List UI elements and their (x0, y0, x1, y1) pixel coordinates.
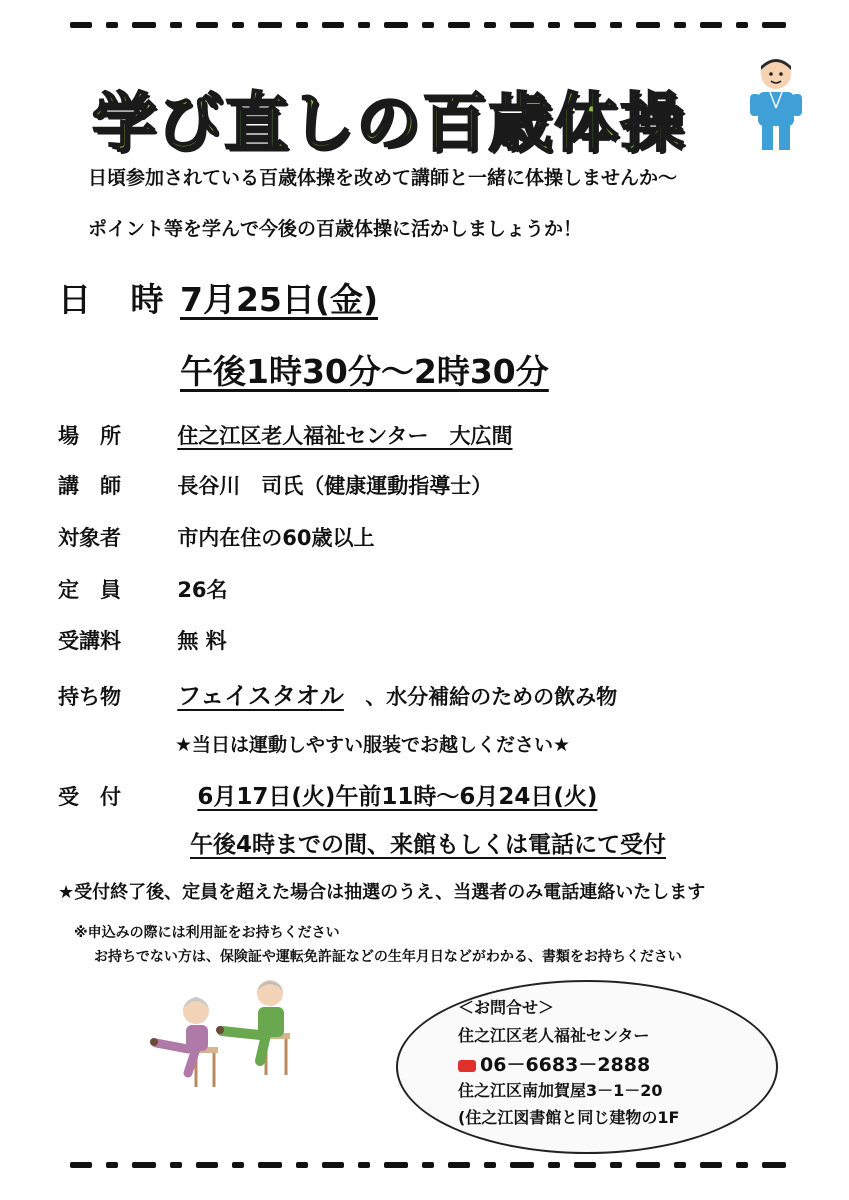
venue-row (58, 420, 512, 450)
top-dashed-border (70, 18, 790, 32)
reception-value: 6月17日(火)午前11時～6月24日(火) (197, 784, 598, 810)
contact-heading: ＜お問合せ＞ (458, 998, 555, 1017)
venue-label: 場 所 (58, 424, 121, 448)
fee-value: 無 料 (177, 629, 227, 653)
instructor-label: 講 師 (58, 474, 121, 498)
target-label: 対象者 (58, 526, 121, 550)
no-card-note: お持ちでない方は、保険証や運転免許証などの生年月日などがわかる、書類をお持ちください (94, 949, 682, 965)
items-rest-value: 、水分補給のための飲み物 (365, 685, 618, 709)
clothing-note: ★当日は運動しやすい服装でお越しください★ (175, 734, 571, 756)
capacity-label: 定 員 (58, 578, 121, 602)
reception-row (58, 778, 597, 811)
instructor-row (58, 470, 492, 500)
reception-value-2: 午後4時までの間、来館もしくは電話にて受付 (190, 832, 667, 858)
items-label: 持ち物 (58, 685, 121, 709)
phone-icon (458, 1060, 476, 1072)
schedule-date: 7月25日(金) (180, 280, 379, 319)
contact-phone[interactable]: 06－6683－2888 (480, 1054, 651, 1076)
fee-label: 受講料 (58, 629, 121, 653)
items-main-value: フェイスタオル (177, 682, 344, 710)
elderly-exercise-illustration (148, 975, 308, 1100)
capacity-value: 26名 (177, 578, 228, 602)
venue-value: 住之江区老人福祉センター 大広間 (177, 424, 513, 448)
contact-address: 住之江区南加賀屋3－1－20 (458, 1081, 663, 1100)
contact-building: (住之江図書館と同じ建物の1F (458, 1108, 680, 1127)
intro-line-1: 日頃参加されている百歳体操を改めて講師と一緒に体操しませんか～ (88, 167, 678, 189)
target-row (58, 522, 375, 552)
instructor-value: 長谷川 司氏（健康運動指導士） (177, 474, 493, 498)
lottery-note: ★受付終了後、定員を超えた場合は抽選のうえ、当選者のみ電話連絡いたします (58, 882, 706, 903)
contact-phone-row (458, 1050, 650, 1077)
schedule-label: 日 時 (58, 280, 178, 319)
reception-label: 受 付 (58, 785, 121, 809)
intro-line-2: ポイント等を学んで今後の百歳体操に活かしましょうか！ (88, 218, 583, 240)
schedule-time: 午後1時30分～2時30分 (180, 352, 549, 391)
bottom-dashed-border (70, 1158, 790, 1172)
items-row (58, 676, 617, 711)
instructor-illustration (744, 52, 808, 152)
card-note: ※申込みの際には利用証をお持ちください (74, 925, 340, 941)
fee-row (58, 625, 227, 655)
target-value: 市内在住の60歳以上 (177, 526, 375, 550)
contact-org: 住之江区老人福祉センター (458, 1026, 650, 1045)
capacity-row (58, 574, 228, 604)
page-title: 学び直しの百歳体操 (92, 87, 686, 161)
